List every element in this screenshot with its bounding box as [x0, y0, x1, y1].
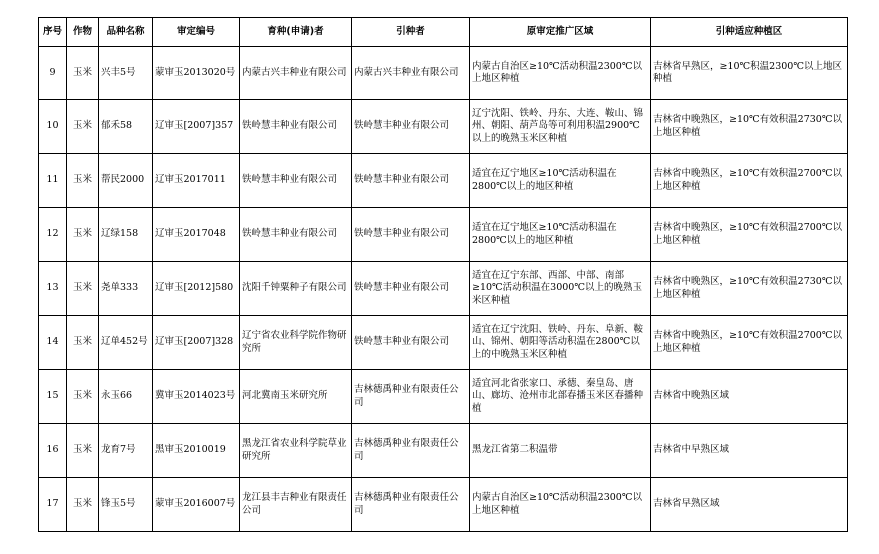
cell-adapt-region: 吉林省中晚熟区，≥10℃有效积温2700℃以上地区种植 [651, 316, 848, 370]
table-row [39, 100, 848, 154]
header-no: 序号 [39, 18, 67, 47]
cell-approval: 辽审玉[2012]580 [153, 262, 240, 316]
header-introducer: 引种者 [352, 18, 470, 47]
header-breeder: 育种(申请)者 [240, 18, 352, 47]
cell-approval: 辽审玉2017048 [153, 208, 240, 262]
cell-variety: 辽绿158 [99, 208, 153, 262]
cell-variety: 龙育7号 [99, 424, 153, 478]
cell-adapt-region: 吉林省中早熟区域 [651, 424, 848, 478]
cell-no: 9 [39, 47, 67, 100]
cell-introducer: 铁岭慧丰种业有限公司 [352, 154, 470, 208]
cell-variety: 兴丰5号 [99, 47, 153, 100]
cell-introducer: 吉林德禹种业有限责任公司 [352, 478, 470, 532]
table-row [39, 370, 848, 424]
header-variety: 品种名称 [99, 18, 153, 47]
cell-orig-region: 适宜河北省张家口、承德、秦皇岛、唐山、廊坊、沧州市北部春播玉米区春播种植 [470, 370, 651, 424]
cell-variety: 帮民2000 [99, 154, 153, 208]
cell-approval: 冀审玉2014023号 [153, 370, 240, 424]
cell-breeder: 沈阳千钟粟种子有限公司 [240, 262, 352, 316]
cell-adapt-region: 吉林省中晚熟区，≥10℃有效积温2700℃以上地区种植 [651, 154, 848, 208]
cell-approval: 辽审玉[2007]357 [153, 100, 240, 154]
cell-variety: 辽单452号 [99, 316, 153, 370]
cell-no: 12 [39, 208, 67, 262]
table-row [39, 262, 848, 316]
cell-no: 14 [39, 316, 67, 370]
cell-crop: 玉米 [67, 208, 99, 262]
cell-approval: 辽审玉[2007]328 [153, 316, 240, 370]
cell-no: 11 [39, 154, 67, 208]
cell-breeder: 铁岭慧丰种业有限公司 [240, 100, 352, 154]
cell-no: 16 [39, 424, 67, 478]
table-row [39, 316, 848, 370]
cell-breeder: 龙江县丰吉种业有限责任公司 [240, 478, 352, 532]
cell-variety: 永玉66 [99, 370, 153, 424]
table-row [39, 478, 848, 532]
table-row [39, 47, 848, 100]
cell-orig-region: 适宜在辽宁沈阳、铁岭、丹东、阜新、鞍山、锦州、朝阳等活动积温在2800℃以上的中晚熟玉米区种植 [470, 316, 651, 370]
header-adapt-region: 引种适应种植区 [651, 18, 848, 47]
cell-orig-region: 内蒙古自治区≥10℃活动积温2300℃以上地区种植 [470, 478, 651, 532]
cell-approval: 蒙审玉2013020号 [153, 47, 240, 100]
cell-adapt-region: 吉林省中晚熟区，≥10℃有效积温2700℃以上地区种植 [651, 208, 848, 262]
cell-variety: 尧单333 [99, 262, 153, 316]
cell-crop: 玉米 [67, 262, 99, 316]
cell-no: 13 [39, 262, 67, 316]
cell-crop: 玉米 [67, 100, 99, 154]
cell-adapt-region: 吉林省中晚熟区域 [651, 370, 848, 424]
cell-breeder: 铁岭慧丰种业有限公司 [240, 208, 352, 262]
cell-breeder: 黑龙江省农业科学院草业研究所 [240, 424, 352, 478]
cell-crop: 玉米 [67, 154, 99, 208]
cell-orig-region: 适宜在辽宁地区≥10℃活动积温在2800℃以上的地区种植 [470, 208, 651, 262]
cell-orig-region: 辽宁沈阳、铁岭、丹东、大连、鞍山、锦州、朝阳、葫芦岛等可利用积温2900℃以上的晚熟玉米区种植 [470, 100, 651, 154]
cell-breeder: 河北冀南玉米研究所 [240, 370, 352, 424]
cell-introducer: 铁岭慧丰种业有限公司 [352, 316, 470, 370]
cell-breeder: 铁岭慧丰种业有限公司 [240, 154, 352, 208]
cell-introducer: 铁岭慧丰种业有限公司 [352, 262, 470, 316]
cell-adapt-region: 吉林省中晚熟区，≥10℃有效积温2730℃以上地区种植 [651, 100, 848, 154]
cell-variety: 锋玉5号 [99, 478, 153, 532]
header-row [39, 18, 848, 47]
cell-approval: 蒙审玉2016007号 [153, 478, 240, 532]
cell-adapt-region: 吉林省早熟区域 [651, 478, 848, 532]
header-orig-region: 原审定推广区域 [470, 18, 651, 47]
cell-approval: 黑审玉2010019 [153, 424, 240, 478]
cell-crop: 玉米 [67, 370, 99, 424]
cell-adapt-region: 吉林省中晚熟区，≥10℃有效积温2730℃以上地区种植 [651, 262, 848, 316]
variety-table [38, 17, 848, 532]
header-approval: 审定编号 [153, 18, 240, 47]
table-row [39, 154, 848, 208]
cell-no: 17 [39, 478, 67, 532]
cell-introducer: 吉林德禹种业有限责任公司 [352, 424, 470, 478]
table-row [39, 208, 848, 262]
cell-no: 15 [39, 370, 67, 424]
cell-orig-region: 内蒙古自治区≥10℃活动积温2300℃以上地区种植 [470, 47, 651, 100]
cell-introducer: 吉林德禹种业有限责任公司 [352, 370, 470, 424]
cell-variety: 郁禾58 [99, 100, 153, 154]
cell-orig-region: 适宜在辽宁东部、西部、中部、南部≥10℃活动积温在3000℃以上的晚熟玉米区种植 [470, 262, 651, 316]
cell-approval: 辽审玉2017011 [153, 154, 240, 208]
table-row [39, 424, 848, 478]
cell-crop: 玉米 [67, 478, 99, 532]
cell-orig-region: 适宜在辽宁地区≥10℃活动积温在2800℃以上的地区种植 [470, 154, 651, 208]
cell-crop: 玉米 [67, 316, 99, 370]
cell-breeder: 辽宁省农业科学院作物研究所 [240, 316, 352, 370]
cell-breeder: 内蒙古兴丰种业有限公司 [240, 47, 352, 100]
header-crop: 作物 [67, 18, 99, 47]
cell-no: 10 [39, 100, 67, 154]
cell-crop: 玉米 [67, 47, 99, 100]
cell-introducer: 铁岭慧丰种业有限公司 [352, 208, 470, 262]
cell-adapt-region: 吉林省早熟区，≥10℃积温2300℃以上地区种植 [651, 47, 848, 100]
cell-introducer: 内蒙古兴丰种业有限公司 [352, 47, 470, 100]
cell-introducer: 铁岭慧丰种业有限公司 [352, 100, 470, 154]
cell-crop: 玉米 [67, 424, 99, 478]
cell-orig-region: 黑龙江省第二积温带 [470, 424, 651, 478]
